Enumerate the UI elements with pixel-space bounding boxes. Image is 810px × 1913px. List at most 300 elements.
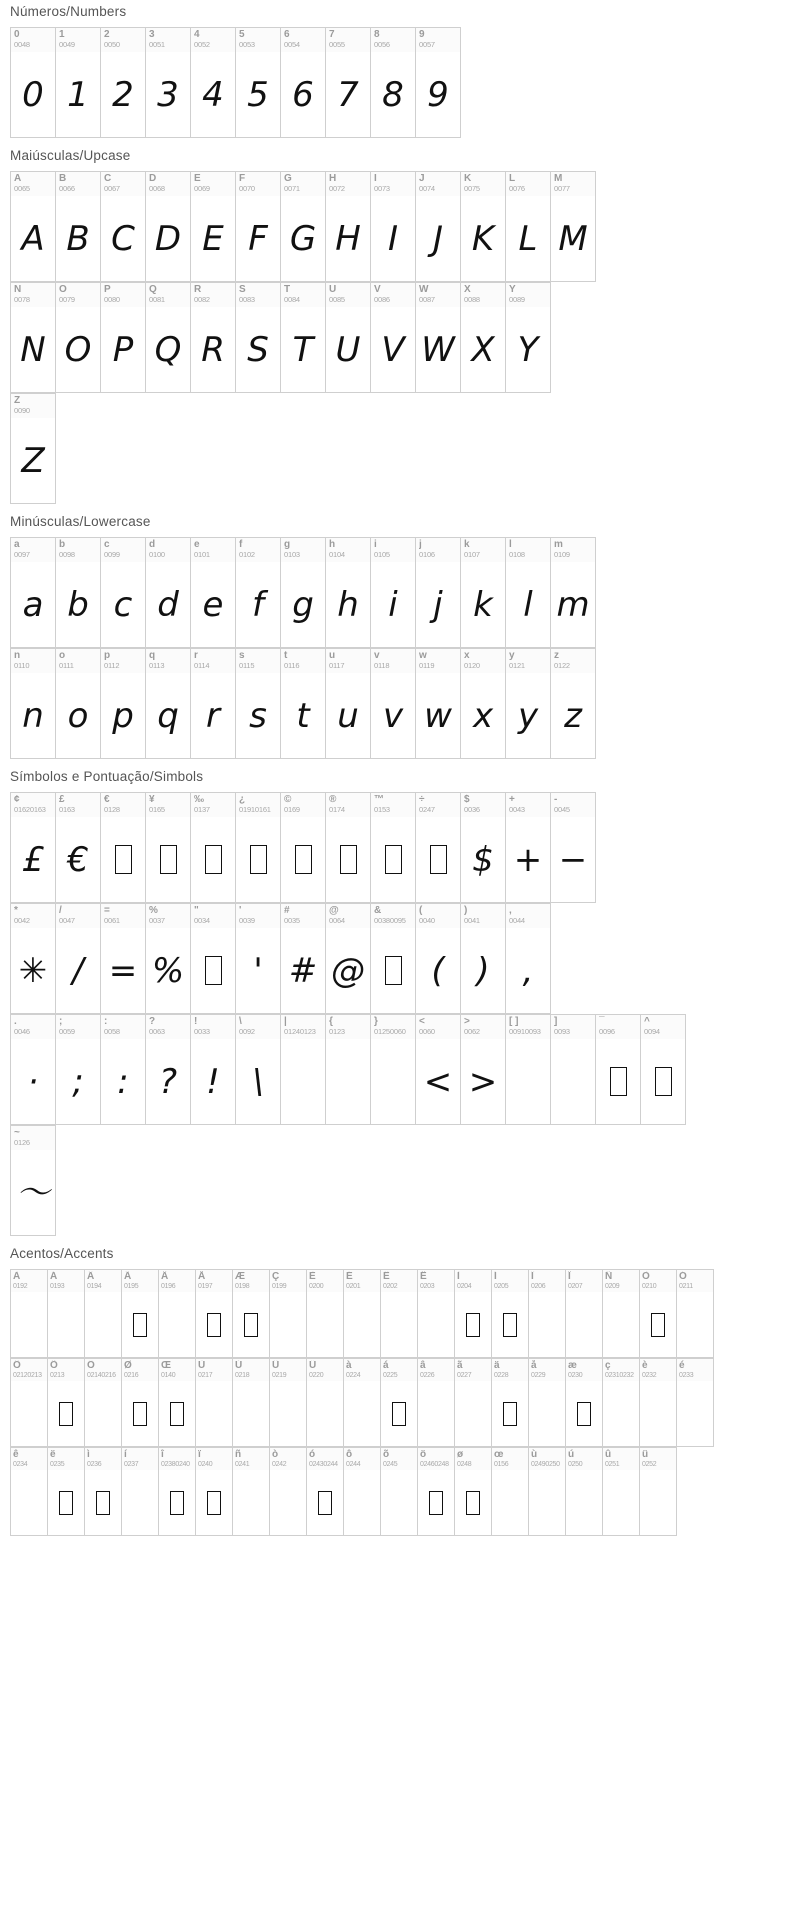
glyph-char-label: . — [14, 1016, 17, 1027]
glyph-char-label: z — [554, 650, 559, 661]
glyph-cell[interactable] — [529, 1359, 566, 1447]
glyph-cell[interactable] — [11, 793, 56, 903]
glyph-grid — [10, 27, 810, 138]
glyph-char-label: Ë — [420, 1271, 427, 1282]
glyph-code-label: 0100 — [149, 550, 165, 559]
glyph-cell[interactable] — [236, 172, 281, 282]
glyph-cell[interactable] — [270, 1270, 307, 1358]
glyph-cell[interactable] — [492, 1270, 529, 1358]
glyph-cell[interactable] — [677, 1270, 714, 1358]
glyph-cell[interactable] — [307, 1270, 344, 1358]
glyph-char-label: Ø — [124, 1360, 132, 1371]
glyph-cell[interactable] — [101, 28, 146, 138]
glyph-cell[interactable] — [11, 1359, 48, 1447]
glyph-cell[interactable] — [461, 793, 506, 903]
glyph-cell[interactable] — [371, 1015, 416, 1125]
glyph-code-label: 0242 — [272, 1461, 287, 1468]
glyph-cell[interactable] — [416, 172, 461, 282]
glyph-code-label: 0039 — [239, 916, 255, 925]
glyph-cell[interactable] — [11, 538, 56, 648]
glyph-cell[interactable] — [146, 28, 191, 138]
glyph-cell[interactable] — [146, 283, 191, 393]
glyph-cell[interactable] — [566, 1448, 603, 1536]
glyph-cell[interactable] — [146, 538, 191, 648]
glyph-cell[interactable] — [122, 1270, 159, 1358]
glyph-cell[interactable] — [233, 1448, 270, 1536]
glyph-preview: Q — [154, 329, 182, 370]
glyph-code-label: 0114 — [194, 661, 210, 670]
glyph-cell[interactable] — [281, 538, 326, 648]
glyph-preview: 9 — [427, 74, 449, 115]
glyph-preview: t — [296, 695, 310, 736]
missing-glyph-box-icon — [59, 1491, 73, 1515]
glyph-cell[interactable] — [461, 904, 506, 1014]
glyph-char-label: & — [374, 905, 382, 916]
glyph-cell[interactable] — [344, 1270, 381, 1358]
glyph-char-label: J — [419, 173, 425, 184]
glyph-code-label: 0206 — [531, 1283, 546, 1290]
glyph-char-label: , — [509, 905, 512, 916]
glyph-code-label: 0036 — [464, 805, 480, 814]
glyph-cell[interactable] — [233, 1359, 270, 1447]
glyph-cell[interactable] — [603, 1359, 640, 1447]
glyph-char-label: L — [509, 173, 516, 184]
glyph-code-label: 0033 — [194, 1027, 210, 1036]
glyph-cell[interactable] — [281, 283, 326, 393]
glyph-cell[interactable] — [640, 1270, 677, 1358]
glyph-char-label: å — [531, 1360, 537, 1371]
glyph-cell[interactable] — [11, 1015, 56, 1125]
glyph-preview: P — [112, 329, 134, 370]
glyph-cell[interactable] — [233, 1270, 270, 1358]
glyph-code-label: 0089 — [509, 295, 525, 304]
glyph-preview: % — [151, 950, 185, 991]
glyph-cell[interactable] — [506, 904, 551, 1014]
glyph-cell[interactable] — [85, 1359, 122, 1447]
glyph-cell[interactable] — [56, 649, 101, 759]
glyph-header — [677, 1359, 713, 1381]
glyph-header — [191, 904, 235, 928]
glyph-preview: 2 — [112, 74, 134, 115]
glyph-char-label: X — [464, 284, 471, 295]
glyph-code-label: 0035 — [284, 916, 300, 925]
glyph-cell[interactable] — [146, 649, 191, 759]
glyph-char-label: ç — [605, 1360, 611, 1371]
glyph-cell[interactable] — [281, 172, 326, 282]
glyph-cell[interactable] — [101, 283, 146, 393]
glyph-cell[interactable] — [371, 649, 416, 759]
glyph-preview — [344, 1381, 380, 1446]
glyph-cell[interactable] — [326, 28, 371, 138]
glyph-cell[interactable] — [196, 1270, 233, 1358]
glyph-row — [10, 1269, 714, 1358]
glyph-cell[interactable] — [529, 1448, 566, 1536]
glyph-cell[interactable] — [506, 538, 551, 648]
glyph-header — [101, 283, 145, 307]
glyph-cell[interactable] — [236, 793, 281, 903]
glyph-cell[interactable] — [381, 1359, 418, 1447]
glyph-header — [11, 538, 55, 562]
glyph-row — [10, 1447, 677, 1536]
glyph-cell[interactable] — [101, 904, 146, 1014]
glyph-cell[interactable] — [461, 1015, 506, 1125]
glyph-char-label: Ñ — [605, 1271, 613, 1282]
glyph-cell[interactable] — [326, 538, 371, 648]
glyph-preview: j — [433, 584, 443, 625]
glyph-char-label: í — [124, 1449, 127, 1460]
glyph-preview — [529, 1381, 565, 1446]
glyph-char-label: 7 — [329, 29, 335, 40]
glyph-header — [196, 1448, 232, 1470]
glyph-cell[interactable] — [418, 1359, 455, 1447]
glyph-preview — [11, 1292, 47, 1357]
glyph-preview — [270, 1292, 306, 1357]
glyph-code-label: 0056 — [374, 40, 390, 49]
glyph-cell[interactable] — [85, 1270, 122, 1358]
glyph-code-label: 0034 — [194, 916, 210, 925]
glyph-grid — [10, 792, 810, 1236]
glyph-cell[interactable] — [196, 1448, 233, 1536]
glyph-cell[interactable] — [455, 1270, 492, 1358]
glyph-cell[interactable] — [11, 649, 56, 759]
glyph-preview: E — [202, 218, 224, 259]
glyph-header — [236, 28, 280, 52]
glyph-preview: < — [423, 1061, 453, 1102]
glyph-code-label: 0048 — [14, 40, 30, 49]
glyph-cell[interactable] — [56, 904, 101, 1014]
glyph-cell[interactable] — [11, 172, 56, 282]
glyph-cell[interactable] — [122, 1359, 159, 1447]
glyph-preview — [640, 1470, 676, 1535]
glyph-code-label: 0153 — [374, 805, 390, 814]
glyph-cell[interactable] — [418, 1270, 455, 1358]
glyph-cell[interactable] — [551, 1015, 596, 1125]
glyph-cell[interactable] — [416, 1015, 461, 1125]
glyph-cell[interactable] — [101, 1015, 146, 1125]
glyph-preview — [416, 817, 460, 902]
glyph-cell[interactable] — [236, 904, 281, 1014]
glyph-cell[interactable] — [461, 649, 506, 759]
missing-glyph-box-icon — [385, 956, 402, 985]
glyph-cell[interactable] — [281, 904, 326, 1014]
glyph-cell[interactable] — [596, 1015, 641, 1125]
glyph-cell[interactable] — [416, 28, 461, 138]
glyph-header — [455, 1359, 491, 1381]
glyph-header — [56, 28, 100, 52]
glyph-char-label: é — [679, 1360, 685, 1371]
glyph-preview — [270, 1381, 306, 1446]
glyph-cell[interactable] — [307, 1359, 344, 1447]
glyph-preview: o — [67, 695, 89, 736]
glyph-preview — [344, 1292, 380, 1357]
glyph-code-label: 0043 — [509, 805, 525, 814]
missing-glyph-box-icon — [160, 845, 177, 874]
glyph-cell[interactable] — [11, 904, 56, 1014]
glyph-cell[interactable] — [326, 793, 371, 903]
glyph-cell[interactable] — [371, 172, 416, 282]
glyph-code-label: 0112 — [104, 661, 120, 670]
glyph-header — [270, 1270, 306, 1292]
glyph-header — [416, 172, 460, 196]
glyph-cell[interactable] — [48, 1359, 85, 1447]
glyph-char-label: ù — [531, 1449, 538, 1460]
glyph-preview — [641, 1039, 685, 1124]
glyph-cell[interactable] — [640, 1448, 677, 1536]
glyph-preview — [677, 1292, 713, 1357]
glyph-cell[interactable] — [381, 1270, 418, 1358]
glyph-cell[interactable] — [146, 1015, 191, 1125]
glyph-cell[interactable] — [48, 1448, 85, 1536]
glyph-char-label: â — [420, 1360, 426, 1371]
glyph-cell[interactable] — [270, 1359, 307, 1447]
glyph-cell[interactable] — [641, 1015, 686, 1125]
glyph-cell[interactable] — [416, 649, 461, 759]
glyph-char-label: Z — [14, 395, 21, 406]
glyph-preview — [196, 1381, 232, 1446]
glyph-code-label: 0093 — [554, 1027, 570, 1036]
glyph-cell[interactable] — [191, 28, 236, 138]
missing-glyph-box-icon — [466, 1491, 480, 1515]
glyph-cell[interactable] — [85, 1448, 122, 1536]
glyph-code-label: 0219 — [272, 1372, 287, 1379]
glyph-char-label: d — [149, 539, 156, 550]
glyph-cell[interactable] — [236, 1015, 281, 1125]
glyph-code-label: 0207 — [568, 1283, 583, 1290]
glyph-cell[interactable] — [236, 538, 281, 648]
glyph-char-label: n — [14, 650, 21, 661]
glyph-char-label: ¿ — [239, 794, 246, 805]
glyph-cell[interactable] — [326, 283, 371, 393]
glyph-char-label: r — [194, 650, 198, 661]
glyph-preview — [326, 817, 370, 902]
glyph-cell[interactable] — [551, 793, 596, 903]
glyph-preview — [159, 1470, 195, 1535]
glyph-preview: 6 — [292, 74, 314, 115]
glyph-cell[interactable] — [101, 649, 146, 759]
glyph-preview: Y — [517, 329, 539, 370]
glyph-cell[interactable] — [566, 1359, 603, 1447]
glyph-header — [56, 904, 100, 928]
glyph-header — [191, 283, 235, 307]
glyph-code-label: 0192 — [13, 1283, 28, 1290]
glyph-cell[interactable] — [461, 538, 506, 648]
glyph-code-label: 0087 — [419, 295, 435, 304]
glyph-cell[interactable] — [603, 1270, 640, 1358]
glyph-header — [236, 793, 280, 817]
glyph-code-label: 0203 — [420, 1283, 435, 1290]
glyph-preview: ( — [431, 950, 445, 991]
glyph-cell[interactable] — [506, 793, 551, 903]
glyph-preview — [381, 1381, 417, 1446]
glyph-cell[interactable] — [159, 1359, 196, 1447]
glyph-char-label: ú — [568, 1449, 575, 1460]
glyph-char-label: q — [149, 650, 156, 661]
glyph-cell[interactable] — [551, 649, 596, 759]
glyph-char-label: Ì — [457, 1271, 460, 1282]
glyph-cell[interactable] — [371, 538, 416, 648]
glyph-cell[interactable] — [146, 793, 191, 903]
glyph-cell[interactable] — [506, 649, 551, 759]
glyph-header — [344, 1270, 380, 1292]
missing-glyph-box-icon — [295, 845, 312, 874]
glyph-cell[interactable] — [56, 538, 101, 648]
glyph-code-label: 01910161 — [239, 805, 271, 814]
glyph-cell[interactable] — [566, 1270, 603, 1358]
glyph-cell[interactable] — [56, 28, 101, 138]
glyph-cell[interactable] — [56, 172, 101, 282]
glyph-char-label: G — [284, 173, 292, 184]
glyph-cell[interactable] — [281, 1015, 326, 1125]
glyph-cell[interactable] — [236, 28, 281, 138]
glyph-code-label: 0245 — [383, 1461, 398, 1468]
glyph-cell[interactable] — [455, 1359, 492, 1447]
glyph-cell[interactable] — [455, 1448, 492, 1536]
glyph-char-label: a — [14, 539, 20, 550]
glyph-cell[interactable] — [371, 283, 416, 393]
glyph-cell[interactable] — [122, 1448, 159, 1536]
glyph-cell[interactable] — [416, 538, 461, 648]
glyph-cell[interactable] — [146, 172, 191, 282]
glyph-code-label: 0128 — [104, 805, 120, 814]
glyph-cell[interactable] — [416, 904, 461, 1014]
glyph-cell[interactable] — [191, 1015, 236, 1125]
glyph-code-label: 0217 — [198, 1372, 213, 1379]
glyph-cell[interactable] — [416, 283, 461, 393]
glyph-header — [11, 1015, 55, 1039]
glyph-code-label: 02120213 — [13, 1372, 42, 1379]
glyph-cell[interactable] — [146, 904, 191, 1014]
glyph-cell[interactable] — [640, 1359, 677, 1447]
glyph-header — [492, 1448, 528, 1470]
glyph-cell[interactable] — [418, 1448, 455, 1536]
glyph-preview: £ — [22, 839, 44, 880]
glyph-code-label: 0123 — [329, 1027, 345, 1036]
glyph-preview — [307, 1381, 343, 1446]
glyph-preview — [11, 1381, 47, 1446]
glyph-code-label: 02380240 — [161, 1461, 190, 1468]
glyph-code-label: 0037 — [149, 916, 165, 925]
glyph-cell[interactable] — [56, 793, 101, 903]
glyph-cell[interactable] — [11, 1448, 48, 1536]
glyph-cell[interactable] — [11, 394, 56, 504]
missing-glyph-box-icon — [59, 1402, 73, 1426]
glyph-preview: b — [67, 584, 89, 625]
glyph-code-label: 0107 — [464, 550, 480, 559]
glyph-code-label: 0090 — [14, 406, 30, 415]
glyph-header — [233, 1448, 269, 1470]
glyph-cell[interactable] — [11, 1270, 48, 1358]
glyph-cell[interactable] — [506, 283, 551, 393]
glyph-header — [596, 1015, 640, 1039]
glyph-cell[interactable] — [506, 1015, 551, 1125]
glyph-row — [10, 648, 596, 759]
glyph-cell[interactable] — [11, 1126, 56, 1236]
glyph-cell[interactable] — [281, 649, 326, 759]
glyph-code-label: 0211 — [679, 1283, 693, 1290]
glyph-cell[interactable] — [416, 793, 461, 903]
glyph-cell[interactable] — [506, 172, 551, 282]
glyph-cell[interactable] — [307, 1448, 344, 1536]
glyph-cell[interactable] — [191, 172, 236, 282]
glyph-cell[interactable] — [371, 904, 416, 1014]
glyph-cell[interactable] — [326, 904, 371, 1014]
glyph-cell[interactable] — [159, 1448, 196, 1536]
glyph-code-label: 02490250 — [531, 1461, 560, 1468]
glyph-header — [461, 649, 505, 673]
glyph-cell[interactable] — [48, 1270, 85, 1358]
glyph-cell[interactable] — [191, 283, 236, 393]
glyph-cell[interactable] — [492, 1359, 529, 1447]
glyph-cell[interactable] — [551, 538, 596, 648]
glyph-cell[interactable] — [191, 538, 236, 648]
glyph-preview: ) — [476, 950, 490, 991]
glyph-cell[interactable] — [326, 649, 371, 759]
glyph-cell[interactable] — [344, 1359, 381, 1447]
glyph-preview: h — [337, 584, 359, 625]
glyph-preview: − — [558, 839, 588, 880]
glyph-cell[interactable] — [191, 793, 236, 903]
glyph-cell[interactable] — [191, 649, 236, 759]
glyph-header — [603, 1359, 639, 1381]
glyph-cell[interactable] — [551, 172, 596, 282]
glyph-header — [416, 538, 460, 562]
glyph-header — [416, 793, 460, 817]
glyph-cell[interactable] — [326, 1015, 371, 1125]
glyph-cell[interactable] — [371, 793, 416, 903]
glyph-char-label: € — [104, 794, 110, 805]
glyph-cell[interactable] — [326, 172, 371, 282]
glyph-preview: 0 — [22, 74, 44, 115]
glyph-cell[interactable] — [281, 793, 326, 903]
glyph-cell[interactable] — [492, 1448, 529, 1536]
glyph-cell[interactable] — [461, 172, 506, 282]
glyph-code-label: 0194 — [87, 1283, 102, 1290]
glyph-header — [506, 649, 550, 673]
glyph-cell[interactable] — [381, 1448, 418, 1536]
glyph-cell[interactable] — [270, 1448, 307, 1536]
glyph-cell[interactable] — [101, 793, 146, 903]
glyph-cell[interactable] — [603, 1448, 640, 1536]
glyph-code-label: 0072 — [329, 184, 345, 193]
glyph-cell[interactable] — [11, 283, 56, 393]
glyph-char-label: $ — [464, 794, 470, 805]
glyph-cell[interactable] — [101, 538, 146, 648]
glyph-cell[interactable] — [236, 649, 281, 759]
glyph-preview — [48, 1381, 84, 1446]
glyph-cell[interactable] — [191, 904, 236, 1014]
glyph-cell[interactable] — [281, 28, 326, 138]
glyph-header — [418, 1448, 454, 1470]
glyph-cell[interactable] — [461, 283, 506, 393]
glyph-preview — [418, 1381, 454, 1446]
glyph-cell[interactable] — [236, 283, 281, 393]
glyph-cell[interactable] — [196, 1359, 233, 1447]
glyph-cell[interactable] — [371, 28, 416, 138]
glyph-preview: $ — [472, 839, 494, 880]
glyph-code-label: 0209 — [605, 1283, 620, 1290]
glyph-cell[interactable] — [56, 283, 101, 393]
glyph-char-label: ] — [554, 1016, 558, 1027]
glyph-cell[interactable] — [56, 1015, 101, 1125]
glyph-cell[interactable] — [11, 28, 56, 138]
glyph-cell[interactable] — [101, 172, 146, 282]
glyph-cell[interactable] — [529, 1270, 566, 1358]
glyph-char-label: v — [374, 650, 380, 661]
glyph-cell[interactable] — [677, 1359, 714, 1447]
glyph-cell[interactable] — [159, 1270, 196, 1358]
glyph-preview: v — [382, 695, 404, 736]
glyph-cell[interactable] — [344, 1448, 381, 1536]
